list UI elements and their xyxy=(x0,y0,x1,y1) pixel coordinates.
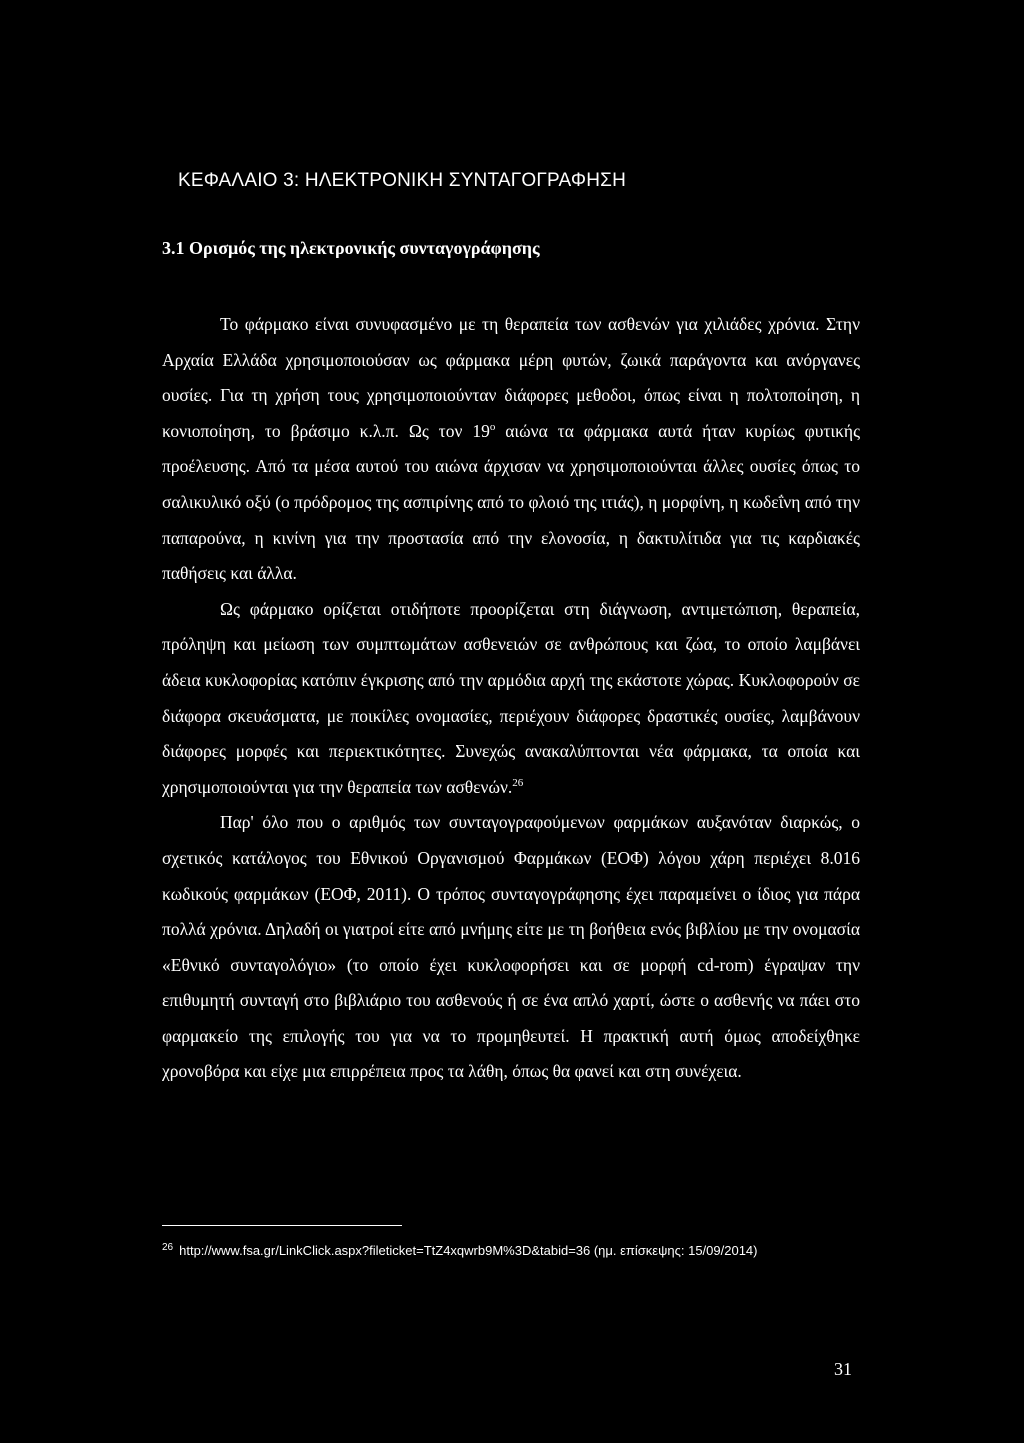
section-title: 3.1 Ορισμός της ηλεκτρονικής συνταγογράφησης xyxy=(162,238,540,258)
chapter-title: ΚΕΦΑΛΑΙΟ 3: ΗΛΕΚΤΡΟΝΙΚΗ ΣΥΝΤΑΓΟΓΡΑΦΗΣΗ xyxy=(178,170,626,191)
body-text xyxy=(162,307,860,1090)
page-number: 31 xyxy=(834,1359,852,1379)
paragraph: Το φάρμακο είναι συνυφασμένο με τη θεραπεία των ασθενών για χιλιάδες χρόνια. Στην Αρχαία Ελλάδα χρησιμοποιούσαν ως φάρμακα μέρη φυτών, ζωικά παράγοντα και ανόργανες ουσίες. Για τη χρήση τους χρησιμοποιούνταν διάφορες μεθοδοι, όπως είναι η πολτοποίηση, η κονιοποίηση, το βράσιμο κ.λ.π. Ως τον $19^o$ αιώνα τα φάρμακα αυτά ήταν κυρίως φυτικής προέλευσης. Από τα μέσα αυτού του αιώνα άρχισαν να χρησιμοποιούνται άλλες ουσίες όπως το σαλικυλικό οξύ (ο πρόδρομος της ασπιρίνης από το φλοιό της ιτιάς), η μορφίνη, η κωδεΐνη από την παπαρούνα, η κινίνη για την προστασία από την ελονοσία, η δακτυλίτιδα για τις καρδιακές παθήσεις και άλλα. xyxy=(162,314,860,584)
footnote-link[interactable]: http://www.fsa.gr/LinkClick.aspx?fileticket=TtZ4xqwrb9M%3D&tabid=36 (ημ. επίσκεψης: 15/09/2014) xyxy=(179,1243,758,1258)
paragraph: Παρ' όλο που ο αριθμός των συνταγογραφούμενων φαρμάκων αυξανόταν διαρκώς, ο σχετικός κατάλογος του Εθνικού Οργανισμού Φαρμάκων (ΕΟΦ) λόγου χάρη περιέχει 8.016 κωδικούς φαρμάκων (ΕΟΦ, 2011). Ο τρόπος συνταγογράφησης έχει παραμείνει ο ίδιος για πάρα πολλά χρόνια. Δηλαδή οι γιατροί είτε από μνήμης είτε με τη βοήθεια ενός βιβλίου με την ονομασία «Εθνικό συνταγολόγιο» (το οποίο έχει κυκλοφορήσει και σε μορφή cd-rom) έγραψαν την επιθυμητή συνταγή στο βιβλιάριο του ασθενούς ή σε ένα απλό χαρτί, ώστε ο ασθενής να πάει στο φαρμακείο της επιλογής του για να το προμηθευτεί. Η πρακτική αυτή όμως αποδείχθηκε χρονοβόρα και είχε μια επιρρέπεια προς τα λάθη, όπως θα φανεί και στη συνέχεια. xyxy=(162,812,860,1082)
footnote xyxy=(162,1240,862,1261)
superscript: ο xyxy=(489,420,496,433)
footnote-reference[interactable]: 26 xyxy=(512,776,524,789)
paragraph: Ως φάρμακο ορίζεται οτιδήποτε προορίζεται στη διάγνωση, αντιμετώπιση, θεραπεία, πρόληψη και μείωση των συμπτωμάτων ασθενειών σε ανθρώπους και ζώα, το οποίο λαμβάνει άδεια κυκλοφορίας κατόπιν έγκρισης από την αρμόδια αρχή της εκάστοτε χώρας. Κυκλοφορούν σε διάφορα σκευάσματα, με ποικίλες ονομασίες, περιέχουν διάφορες δραστικές ουσίες, λαμβάνουν διάφορες μορφές και περιεκτικότητες. Συνεχώς ανακαλύπτονται νέα φάρμακα, τα οποία και χρησιμοποιούνται για την θεραπεία των ασθενών.$^{26}$ xyxy=(162,598,860,797)
footnote-marker: 26 xyxy=(162,1241,174,1253)
footnote-divider xyxy=(162,1225,402,1226)
